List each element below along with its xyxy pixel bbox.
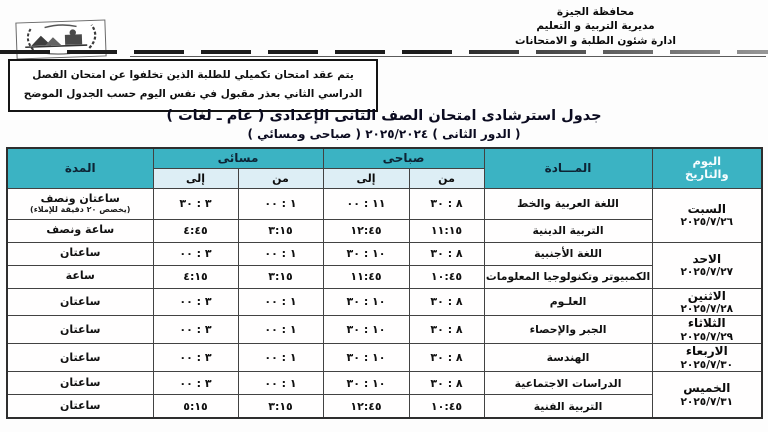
table-row xyxy=(7,344,762,372)
morning-to-cell: ١٢:٤٥ xyxy=(323,395,409,418)
duration-text: ساعتان xyxy=(60,398,101,412)
morning-to-cell: ١١:٤٥ xyxy=(323,265,409,288)
duration-cell xyxy=(7,372,153,395)
header-day-line2: والتاريخ xyxy=(684,167,729,182)
subject-cell: الجبر والإحصاء xyxy=(484,316,652,344)
morning-from-cell: ١٠:٤٥ xyxy=(409,395,484,418)
duration-cell xyxy=(7,188,153,219)
header-morning-from: من xyxy=(409,168,484,188)
morning-from-cell: ١١:١٥ xyxy=(409,219,484,242)
evening-from-cell: ١ : ٠٠ xyxy=(238,188,323,219)
day-cell xyxy=(652,188,762,242)
header-day-line1: اليوم xyxy=(692,154,722,169)
header-morning: صباحى xyxy=(323,148,484,168)
table-row xyxy=(7,316,762,344)
subtitle-year: ٢٠٢٥/٢٠٢٤ xyxy=(365,127,429,141)
header-divider-dashes xyxy=(0,50,768,54)
table-row xyxy=(7,265,762,288)
morning-to-cell: ١١ : ٠٠ xyxy=(323,188,409,219)
subject-cell: العلـوم xyxy=(484,288,652,316)
notice-line-2: الدراسي الثاني بعذر مقبول في نفس اليوم حسب الجدول الموضح xyxy=(23,87,363,100)
evening-from-cell: ٣:١٥ xyxy=(238,265,323,288)
morning-from-cell: ٨ : ٣٠ xyxy=(409,242,484,265)
duration-text: ساعتان xyxy=(60,322,101,336)
evening-to-cell: ٤:٤٥ xyxy=(153,219,238,242)
org-line-administration: ادارة شئون الطلبة و الامتحانات xyxy=(515,34,676,47)
subject-cell: الهندسة xyxy=(484,344,652,372)
duration-cell xyxy=(7,265,153,288)
duration-cell xyxy=(7,288,153,316)
day-date: ٢٠٢٥/٧/٢٩ xyxy=(680,330,734,343)
evening-from-cell: ٣:١٥ xyxy=(238,395,323,418)
header-day-date xyxy=(652,148,762,188)
page-title: جدول استرشادى امتحان الصف الثانى الإعدادى ( عام ـ لغات ) xyxy=(166,108,602,124)
evening-to-cell: ٣ : ٠٠ xyxy=(153,242,238,265)
evening-to-cell: ٣ : ٠٠ xyxy=(153,372,238,395)
subtitle-session: ( صباحى ومسائي ) xyxy=(247,127,362,141)
duration-text: ساعتان xyxy=(60,294,101,308)
morning-from-cell: ٨ : ٣٠ xyxy=(409,316,484,344)
subject-cell: الدراسات الاجتماعية xyxy=(484,372,652,395)
day-date: ٢٠٢٥/٧/٢٧ xyxy=(680,265,734,278)
table-row xyxy=(7,395,762,418)
table-row xyxy=(7,372,762,395)
schedule-table-body xyxy=(7,188,762,418)
org-header xyxy=(515,5,676,48)
day-name: الاربعاء xyxy=(685,344,728,359)
page-subtitle xyxy=(0,127,768,141)
schedule-table-head xyxy=(7,148,762,188)
morning-to-cell: ١٠ : ٣٠ xyxy=(323,242,409,265)
subtitle-round: ( الدور الثانى ) xyxy=(432,127,521,141)
morning-from-cell: ٨ : ٣٠ xyxy=(409,344,484,372)
morning-to-cell: ١٠ : ٣٠ xyxy=(323,316,409,344)
title-block xyxy=(0,108,768,141)
day-cell xyxy=(652,344,762,372)
header-duration: المدة xyxy=(7,148,153,188)
day-cell xyxy=(652,242,762,288)
day-date: ٢٠٢٥/٧/٣١ xyxy=(680,395,734,408)
duration-text: ساعة ونصف xyxy=(46,223,115,237)
morning-to-cell: ١٢:٤٥ xyxy=(323,219,409,242)
morning-from-cell: ٨ : ٣٠ xyxy=(409,288,484,316)
header-morning-to: إلى xyxy=(323,168,409,188)
evening-to-cell: ٤:١٥ xyxy=(153,265,238,288)
evening-to-cell: ٣ : ٠٠ xyxy=(153,288,238,316)
subject-cell: التربية الفنية xyxy=(484,395,652,418)
day-date: ٢٠٢٥/٧/٢٦ xyxy=(680,215,734,228)
header-divider-line xyxy=(130,56,766,57)
duration-cell xyxy=(7,316,153,344)
evening-from-cell: ٣:١٥ xyxy=(238,219,323,242)
evening-from-cell: ١ : ٠٠ xyxy=(238,242,323,265)
schedule-table xyxy=(6,147,763,419)
morning-to-cell: ١٠ : ٣٠ xyxy=(323,372,409,395)
subject-cell: التربية الدينية xyxy=(484,219,652,242)
morning-from-cell: ٨ : ٣٠ xyxy=(409,188,484,219)
subject-cell: الكمبيوتر وتكنولوجيا المعلومات xyxy=(484,265,652,288)
org-line-directorate: مديرية التربية و التعليم xyxy=(536,20,655,33)
duration-cell xyxy=(7,219,153,242)
evening-from-cell: ١ : ٠٠ xyxy=(238,372,323,395)
day-name: الثلاثاء xyxy=(687,316,726,331)
day-name: السبت xyxy=(687,201,726,216)
table-row xyxy=(7,288,762,316)
header-subject: المـــادة xyxy=(484,148,652,188)
evening-to-cell: ٣ : ٠٠ xyxy=(153,316,238,344)
table-row xyxy=(7,242,762,265)
evening-to-cell: ٣ : ٣٠ xyxy=(153,188,238,219)
day-cell xyxy=(652,288,762,316)
subject-cell: اللغة الأجنبية xyxy=(484,242,652,265)
duration-text: ساعتان xyxy=(60,246,101,260)
duration-text: ساعة xyxy=(65,269,95,283)
evening-from-cell: ١ : ٠٠ xyxy=(238,288,323,316)
day-name: الخميس xyxy=(683,381,731,396)
table-row xyxy=(7,188,762,219)
duration-cell xyxy=(7,242,153,265)
header-evening: مسائى xyxy=(153,148,323,168)
day-cell xyxy=(652,316,762,344)
notice-line-1: يتم عقد امتحان تكميلي للطلبة الذين تخلفوا عن امتحان الفصل xyxy=(32,69,354,81)
evening-to-cell: ٣ : ٠٠ xyxy=(153,344,238,372)
morning-to-cell: ١٠ : ٣٠ xyxy=(323,344,409,372)
duration-note: (يخصص ٢٠ دقيقة للإملاء) xyxy=(30,205,131,215)
subject-cell: اللغة العربية والخط xyxy=(484,188,652,219)
header-evening-to: إلى xyxy=(153,168,238,188)
duration-cell xyxy=(7,395,153,418)
morning-to-cell: ١٠ : ٣٠ xyxy=(323,288,409,316)
evening-from-cell: ١ : ٠٠ xyxy=(238,316,323,344)
day-date: ٢٠٢٥/٧/٢٨ xyxy=(680,302,734,315)
day-cell xyxy=(652,372,762,418)
day-name: الاحد xyxy=(692,251,722,266)
duration-cell xyxy=(7,344,153,372)
morning-from-cell: ٨ : ٣٠ xyxy=(409,372,484,395)
header-evening-from: من xyxy=(238,168,323,188)
evening-to-cell: ٥:١٥ xyxy=(153,395,238,418)
org-line-governorate: محافظة الجيزة xyxy=(556,6,635,18)
duration-text: ساعتان ونصف xyxy=(40,191,120,205)
duration-text: ساعتان xyxy=(60,350,101,364)
evening-from-cell: ١ : ٠٠ xyxy=(238,344,323,372)
notice-box xyxy=(8,59,378,112)
morning-from-cell: ١٠:٤٥ xyxy=(409,265,484,288)
day-date: ٢٠٢٥/٧/٣٠ xyxy=(680,358,734,371)
table-row xyxy=(7,219,762,242)
day-name: الاثنين xyxy=(687,288,726,303)
duration-text: ساعتان xyxy=(60,376,101,390)
